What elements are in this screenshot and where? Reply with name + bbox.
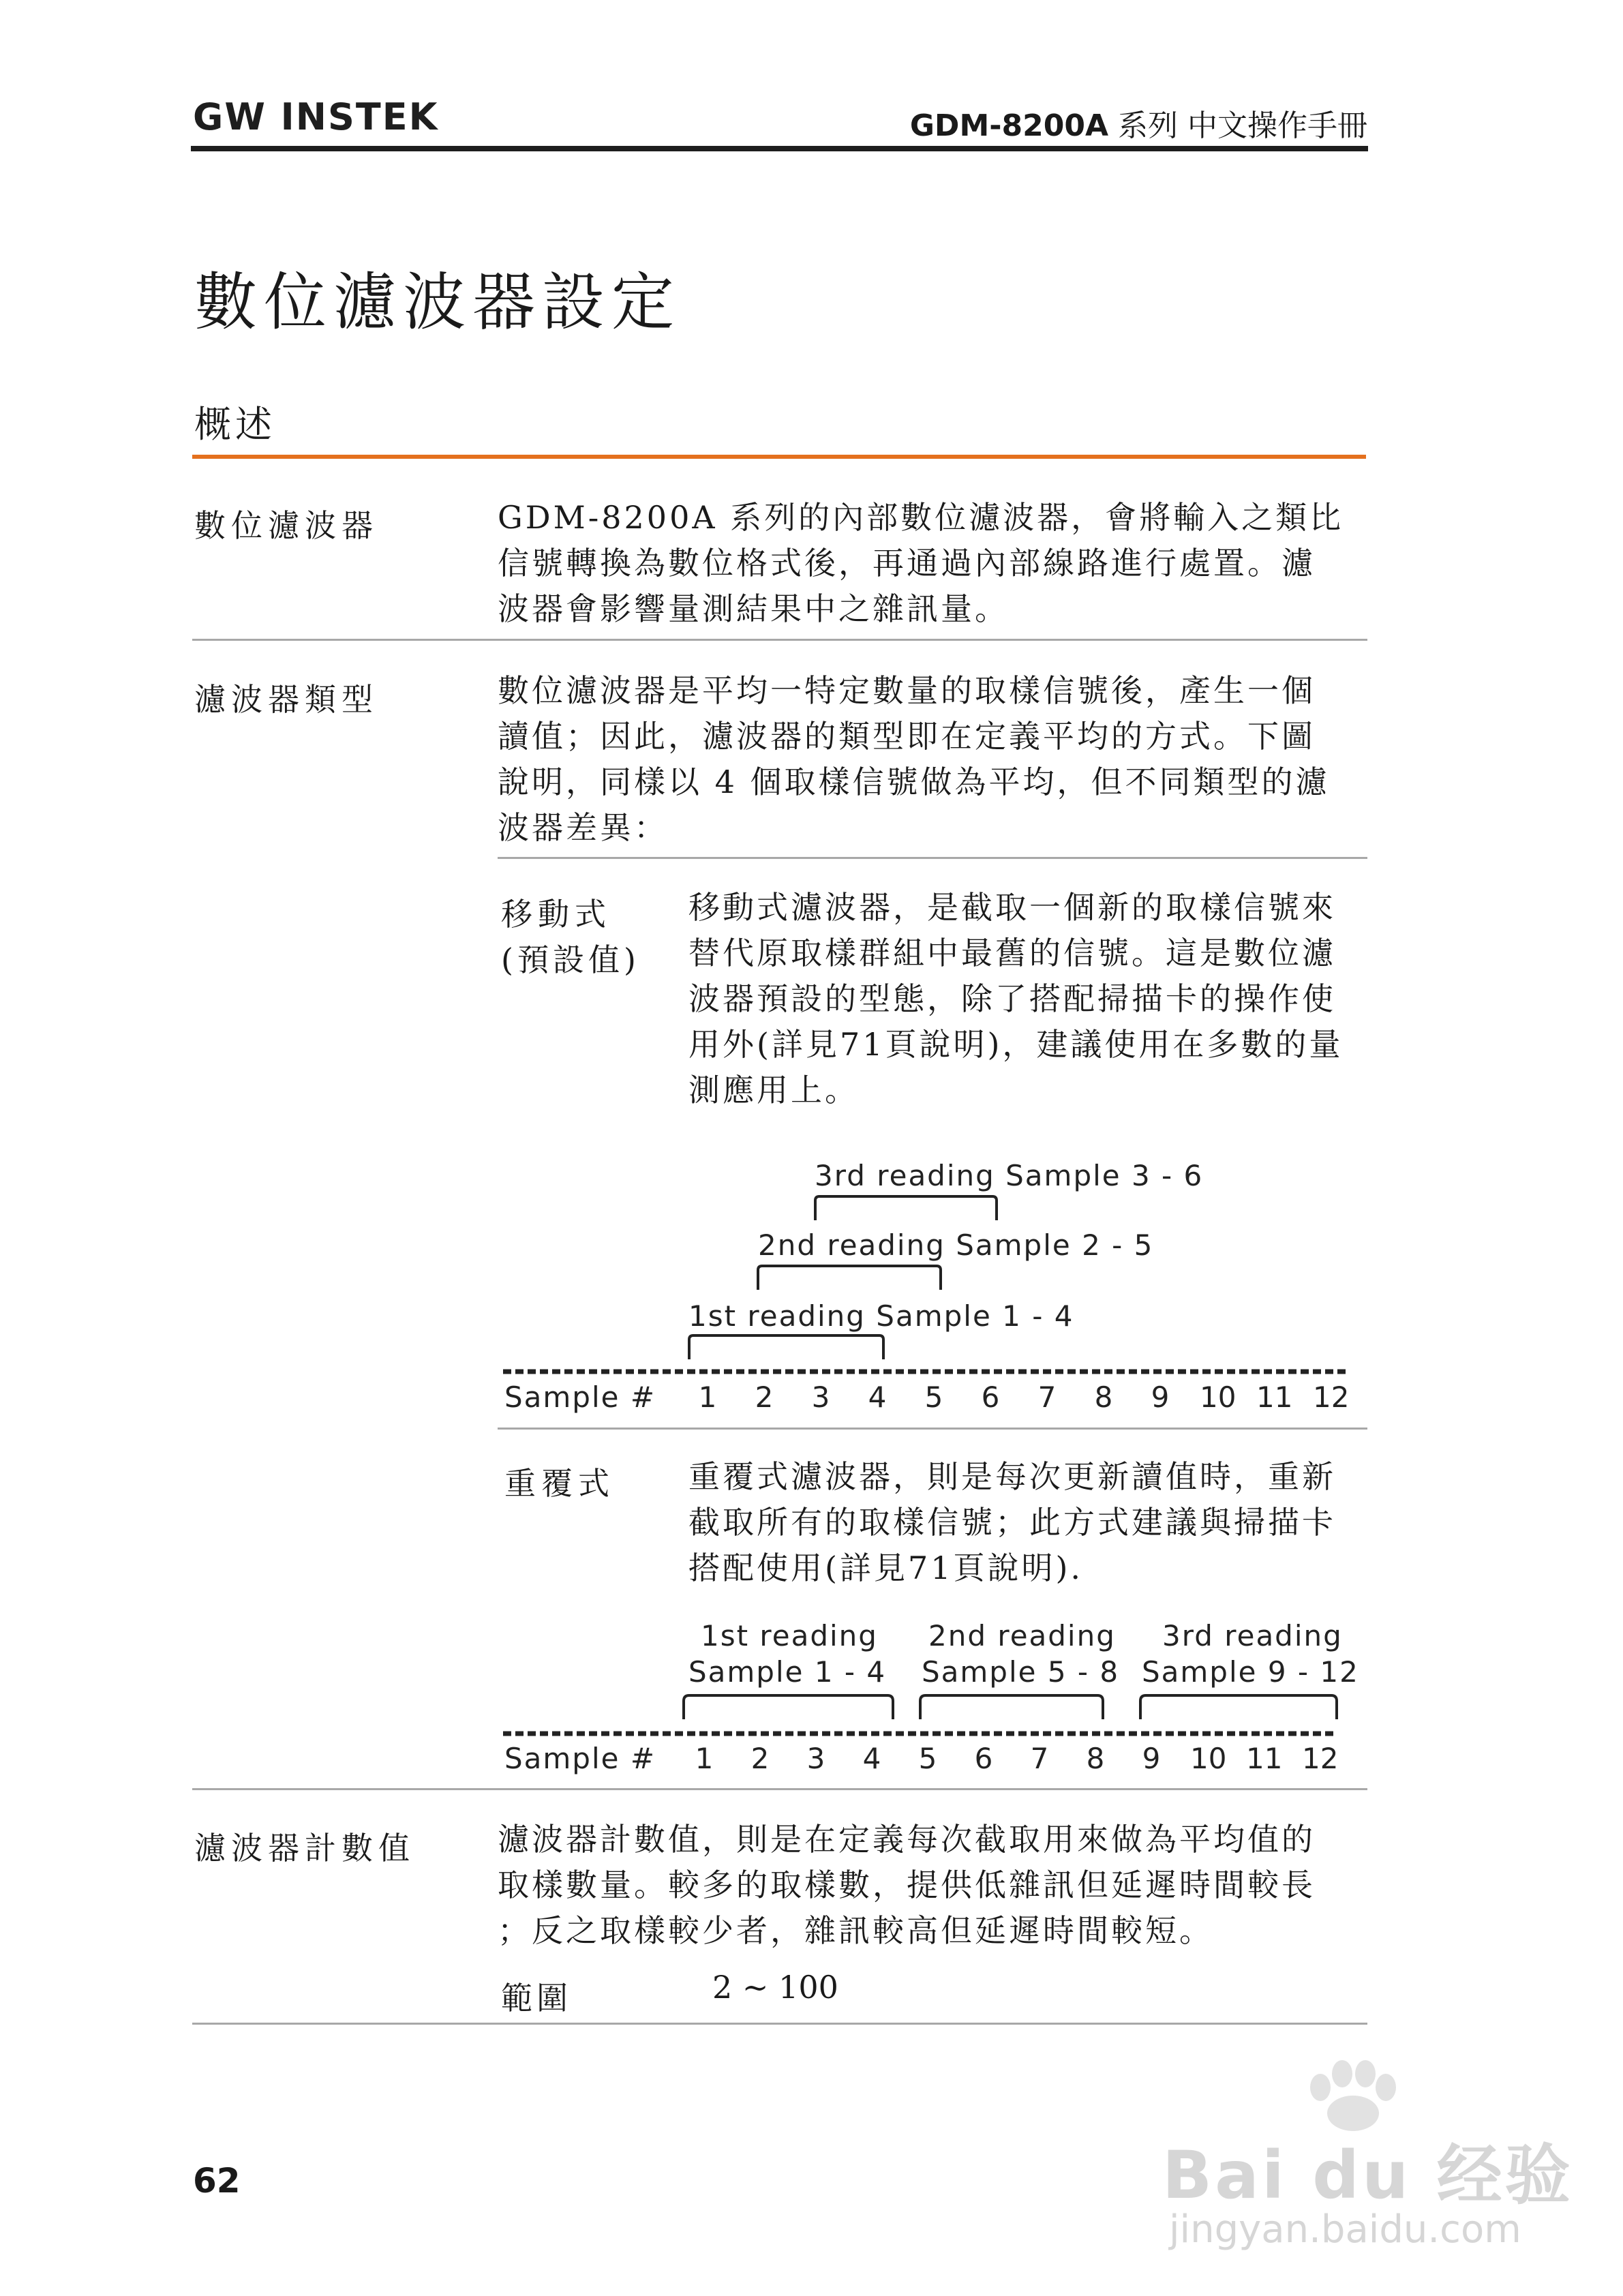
- repeat-label: 重覆式: [504, 1465, 615, 1502]
- bracket-moving-1: [689, 1335, 883, 1359]
- sample-number: 9: [1151, 1380, 1170, 1414]
- sample-number: 6: [981, 1380, 1000, 1414]
- sample-number: 2: [750, 1742, 770, 1775]
- moving-reading-1: 1st reading Sample 1 - 4: [688, 1299, 1074, 1333]
- text-line: 取樣數量。較多的取樣數，提供低雜訊但延遲時間較長: [498, 1867, 1316, 1903]
- sample-number: 3: [806, 1742, 825, 1775]
- baidu-watermark: [1162, 2059, 1573, 2263]
- bracket-repeat-3: [1140, 1695, 1337, 1719]
- moving-default-label: (預設值): [501, 941, 640, 978]
- text-line: 截取所有的取樣信號；此方式建議與掃描卡: [688, 1504, 1336, 1541]
- text-line: 替代原取樣群組中最舊的信號。這是數位濾: [688, 935, 1336, 971]
- moving-reading-3: 3rd reading Sample 3 - 6: [815, 1159, 1204, 1192]
- sample-number: 4: [868, 1380, 887, 1414]
- bracket-moving-2: [758, 1266, 941, 1290]
- repeat-reading-2-title: 2nd reading: [928, 1619, 1116, 1652]
- repeat-reading-1-title: 1st reading: [701, 1619, 878, 1652]
- moving-label: 移動式: [501, 896, 611, 933]
- sample-number: 7: [1037, 1380, 1057, 1414]
- text-line: 數位濾波器是平均一特定數量的取樣信號後，產生一個: [498, 672, 1316, 709]
- bracket-repeat-2: [920, 1695, 1103, 1719]
- repeat-sample-label: Sample #: [504, 1742, 656, 1775]
- header-series-title: 系列 中文操作手冊: [1108, 108, 1367, 143]
- sample-number: 4: [862, 1742, 881, 1775]
- moving-reading-2: 2nd reading Sample 2 - 5: [758, 1228, 1154, 1262]
- section-title: 概述: [194, 403, 276, 446]
- sample-number: 10: [1190, 1742, 1227, 1775]
- text-line: 波器預設的型態，除了搭配掃描卡的操作使: [688, 980, 1336, 1017]
- watermark-url: jingyan.baidu.com: [1169, 2207, 1521, 2252]
- page-title: 數位濾波器設定: [194, 266, 682, 339]
- sample-number: 9: [1142, 1742, 1161, 1775]
- row-divider: [192, 2023, 1367, 2025]
- paw-icon: [1278, 2059, 1428, 2134]
- sample-number: 5: [918, 1742, 937, 1775]
- filter-label: 數位濾波器: [194, 507, 378, 544]
- text-line: 波器會影響量測結果中之雜訊量。: [498, 590, 1009, 627]
- sample-number: 12: [1302, 1742, 1339, 1775]
- text-line: 測應用上。: [688, 1072, 859, 1108]
- text-line: GDM-8200A 系列的內部數位濾波器，會將輸入之類比: [498, 499, 1344, 536]
- text-line: 用外(詳見71頁說明)，建議使用在多數的量: [688, 1026, 1344, 1063]
- row-divider: [498, 1428, 1367, 1430]
- sample-number: 1: [698, 1380, 717, 1414]
- types-label: 濾波器類型: [194, 681, 378, 718]
- range-value: 2 ~ 100: [712, 1969, 838, 2006]
- moving-sample-label: Sample #: [504, 1380, 656, 1414]
- text-line: 濾波器計數值，則是在定義每次截取用來做為平均值的: [498, 1821, 1316, 1858]
- text-line: ；反之取樣較少者，雜訊較高但延遲時間較短。: [498, 1912, 1213, 1949]
- sample-number: 5: [924, 1380, 943, 1414]
- sample-number: 7: [1030, 1742, 1049, 1775]
- range-label: 範圍: [501, 1980, 572, 2016]
- watermark-brand: Bai du 经验: [1162, 2137, 1573, 2214]
- text-line: 搭配使用(詳見71頁說明).: [688, 1550, 1084, 1586]
- sample-number: 1: [695, 1742, 714, 1775]
- sample-number: 8: [1086, 1742, 1105, 1775]
- repeat-reading-3-title: 3rd reading: [1162, 1619, 1343, 1652]
- sample-number: 11: [1246, 1742, 1283, 1775]
- count-description: [498, 1817, 1316, 1954]
- repeat-reading-1-range: Sample 1 - 4: [688, 1655, 887, 1689]
- sample-number: 12: [1313, 1380, 1350, 1414]
- row-divider: [192, 1788, 1367, 1790]
- text-line: 重覆式濾波器，則是每次更新讀值時，重新: [688, 1458, 1336, 1495]
- page-number: 62: [193, 2161, 241, 2201]
- text-line: 波器差異：: [498, 809, 668, 846]
- sample-number: 8: [1094, 1380, 1113, 1414]
- sample-number: 10: [1200, 1380, 1237, 1414]
- text-line: 讀值；因此，濾波器的類型即在定義平均的方式。下圖: [498, 718, 1316, 755]
- brand-logo: GW INSTEK: [193, 95, 439, 138]
- sample-number: 11: [1256, 1380, 1293, 1414]
- repeat-reading-2-range: Sample 5 - 8: [922, 1655, 1120, 1689]
- text-line: 說明，同樣以 4 個取樣信號做為平均，但不同類型的濾: [498, 764, 1330, 800]
- repeat-description: [688, 1454, 1336, 1591]
- header-model: GDM-8200A: [909, 108, 1109, 143]
- bracket-repeat-1: [684, 1695, 893, 1719]
- sample-number: 2: [755, 1380, 774, 1414]
- bracket-moving-3: [815, 1196, 997, 1220]
- repeat-reading-3-range: Sample 9 - 12: [1142, 1655, 1359, 1689]
- count-label: 濾波器計數值: [194, 1830, 415, 1867]
- text-line: 信號轉換為數位格式後，再通過內部線路進行處置。濾: [498, 545, 1316, 581]
- sample-number: 3: [811, 1380, 830, 1414]
- sample-number: 6: [974, 1742, 993, 1775]
- text-line: 移動式濾波器，是截取一個新的取樣信號來: [688, 889, 1336, 926]
